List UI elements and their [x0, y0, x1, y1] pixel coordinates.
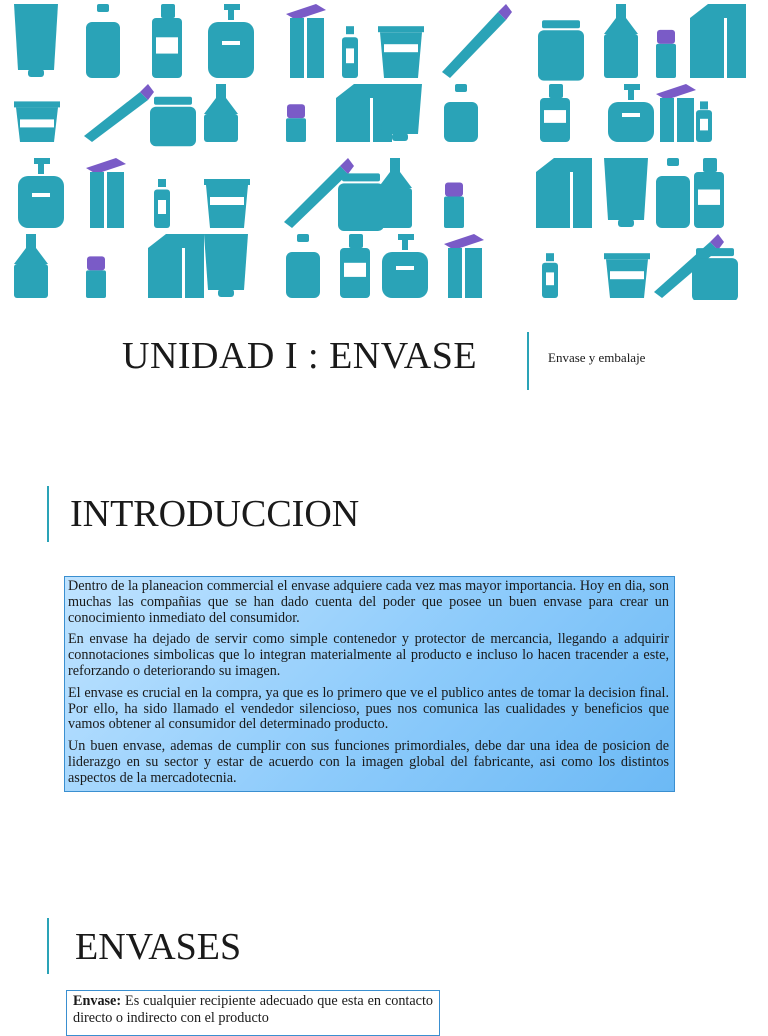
definition-term: Envase: — [73, 993, 122, 1009]
intro-paragraph: Dentro de la planeacion commercial el envase adquiere cada vez mas mayor importancia. Hoy en dia, son muchas las compañias que se han dado cuenta del poder que posee un buen envase para crear un conocimiento inmediato del consumidor. — [68, 578, 669, 626]
definition-text: Es cualquier recipiente adecuado que esta en contacto directo o indirecto con el producto — [73, 993, 433, 1026]
page-subtitle: Envase y embalaje — [548, 350, 646, 365]
intro-text-box — [64, 576, 675, 792]
page-title: UNIDAD I : ENVASE — [122, 335, 478, 377]
intro-paragraph: En envase ha dejado de servir como simple contenedor y protector de mercancia, llegando a adquirir connotaciones simbolicas que lo integran materialmente al producto e incluso lo hacen tracender a este, reforzando o deteriorando su imagen. — [68, 631, 669, 679]
packaging-icons-banner — [0, 0, 768, 300]
intro-paragraph: Un buen envase, ademas de cumplir con sus funciones primordiales, debe dar una idea de posicion de liderazgo en su sector y estar de acuerdo con la imagen global del fabricante, asi como los distintos aspectos de la mercadotecnia. — [68, 738, 669, 786]
section-accent-bar — [47, 486, 49, 542]
section-accent-bar — [47, 918, 49, 974]
title-divider — [527, 332, 529, 390]
section-heading-envases: ENVASES — [75, 926, 242, 968]
intro-paragraph: El envase es crucial en la compra, ya que es lo primero que ve el publico antes de tomar la decision final. Por ello, ha sido llamado el vendedor silencioso, pues nos comunica las cualidades y beneficios que vamos obtener al consumidor del determinado producto. — [68, 684, 669, 733]
title-row — [0, 330, 768, 390]
section-heading-introduccion: INTRODUCCION — [70, 493, 360, 535]
definition-box — [66, 990, 440, 1036]
